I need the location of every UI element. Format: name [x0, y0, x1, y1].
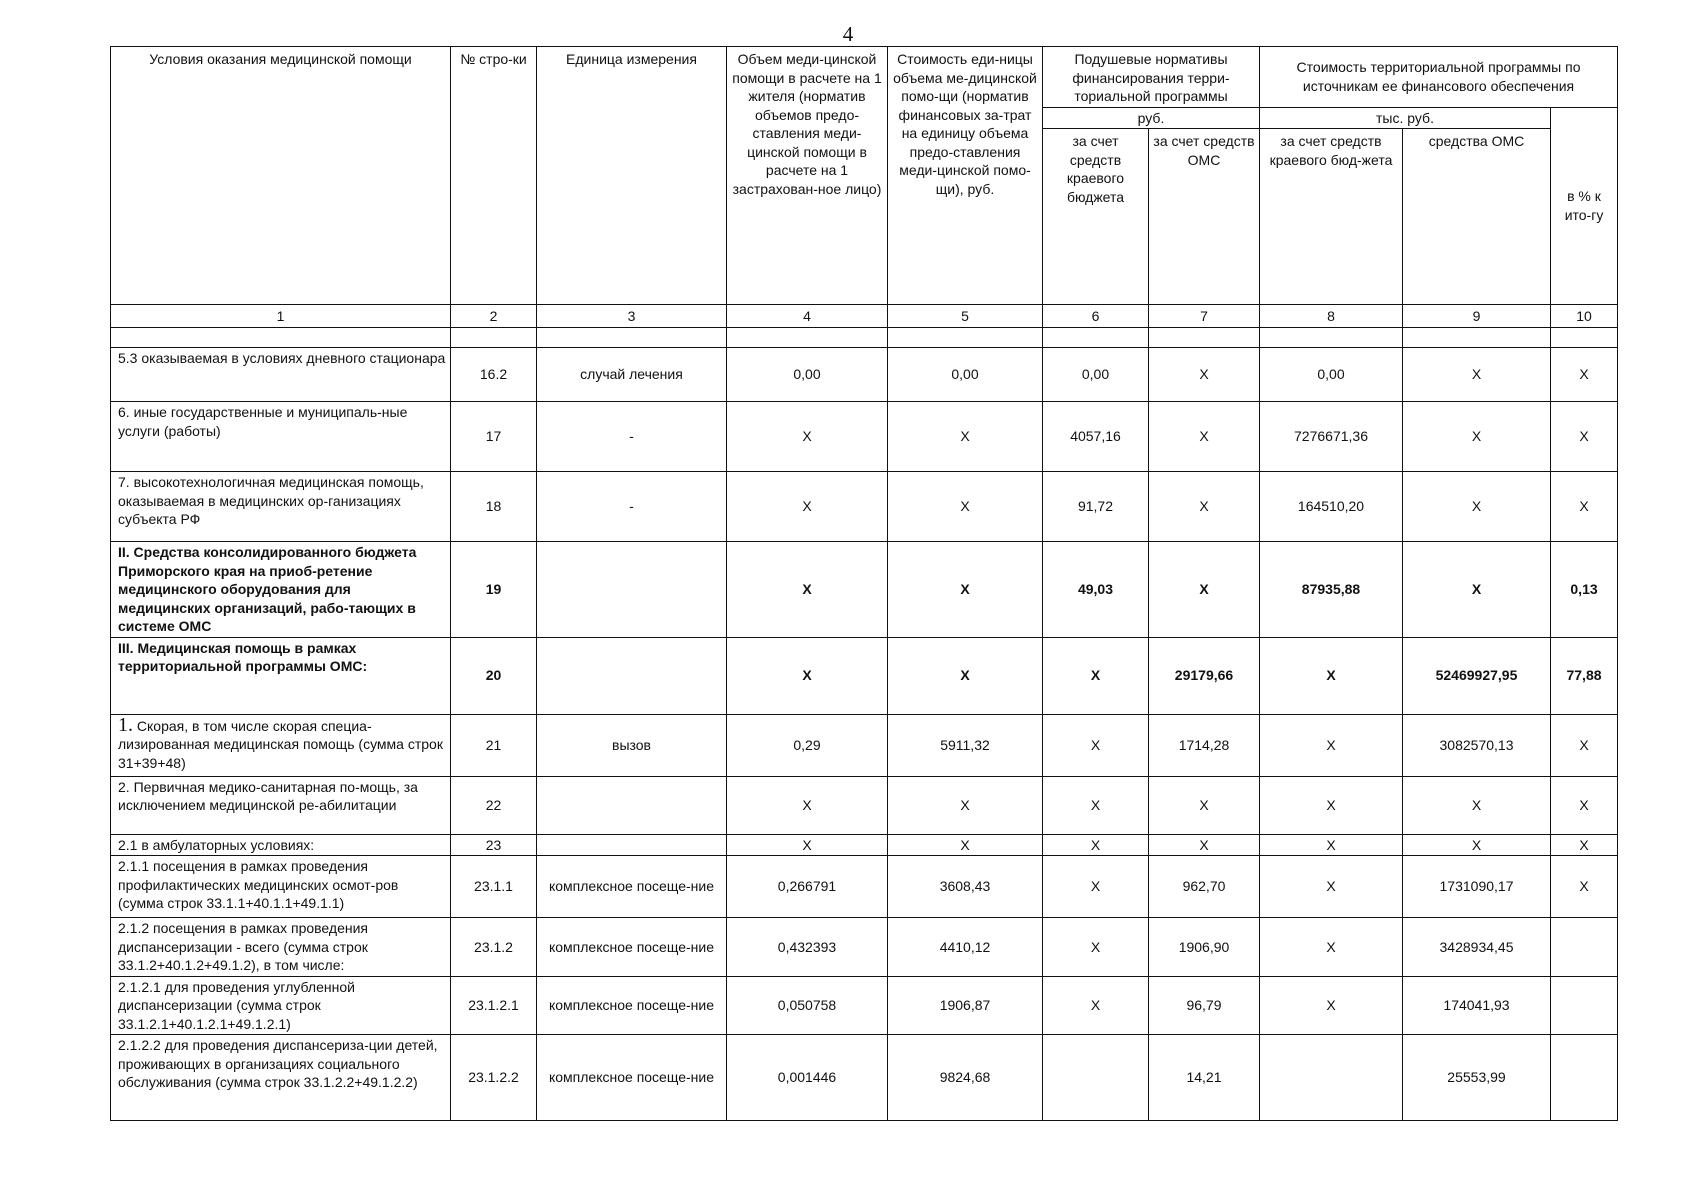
volume-cell: 0,050758 [727, 976, 888, 1035]
blank-row [111, 328, 1618, 348]
volume-cell: 0,00 [727, 348, 888, 402]
unit-cost-cell: Х [888, 402, 1043, 472]
line-number-cell: 23.1.2.2 [451, 1035, 537, 1121]
unit-cell: комплексное посеще-ние [537, 918, 727, 977]
percent-cell: 77,88 [1551, 637, 1618, 714]
oms-rub-cell: 14,21 [1149, 1035, 1260, 1121]
unit-cell [537, 637, 727, 714]
oms-thousand-cell: 1731090,17 [1403, 856, 1551, 918]
unit-cost-cell: 5911,32 [888, 714, 1043, 776]
column-number: 8 [1260, 305, 1403, 328]
oms-rub-cell: 962,70 [1149, 856, 1260, 918]
percent-cell [1551, 1035, 1618, 1121]
column-number: 7 [1149, 305, 1260, 328]
oms-rub-cell: Х [1149, 542, 1260, 638]
volume-cell: 0,432393 [727, 918, 888, 977]
oms-thousand-cell: 3082570,13 [1403, 714, 1551, 776]
program-cost-table [110, 46, 1618, 1121]
line-number-cell: 23.1.2 [451, 918, 537, 977]
oms-rub-cell: Х [1149, 348, 1260, 402]
line-number-cell: 21 [451, 714, 537, 776]
blank-cell [451, 328, 537, 348]
volume-cell: Х [727, 402, 888, 472]
line-number-cell: 23.1.2.1 [451, 976, 537, 1035]
oms-rub-cell: 29179,66 [1149, 637, 1260, 714]
column-number: 4 [727, 305, 888, 328]
table-row [111, 714, 1618, 776]
regional-budget-thousand-cell: Х [1260, 714, 1403, 776]
blank-cell [1149, 328, 1260, 348]
row-label-cell [111, 714, 451, 776]
regional-budget-thousand-cell: Х [1260, 637, 1403, 714]
row-label: 2.1.2 посещения в рамках проведения диспансеризации - всего (сумма строк 33.1.2+40.1.2+49.1.2), в том числе: [118, 920, 368, 973]
percent-cell: Х [1551, 776, 1618, 834]
blank-cell [1043, 328, 1149, 348]
regional-budget-thousand-cell: Х [1260, 856, 1403, 918]
regional-budget-rub-cell: Х [1043, 776, 1149, 834]
blank-cell [1403, 328, 1551, 348]
unit-cell: - [537, 472, 727, 542]
oms-thousand-cell: Х [1403, 472, 1551, 542]
unit-cell: - [537, 402, 727, 472]
percent-cell: Х [1551, 402, 1618, 472]
oms-thousand-cell: 52469927,95 [1403, 637, 1551, 714]
regional-budget-thousand-cell: 87935,88 [1260, 542, 1403, 638]
table-row [111, 472, 1618, 542]
unit-cell: случай лечения [537, 348, 727, 402]
row-label-cell [111, 402, 451, 472]
row-label-cell [111, 776, 451, 834]
row-label-cell [111, 472, 451, 542]
column-number: 3 [537, 305, 727, 328]
header-oms-thousand: средства ОМС [1403, 129, 1551, 305]
oms-rub-cell: Х [1149, 776, 1260, 834]
header-per-capita-norms: Подушевые нормативы финансирования терри-ториальной программы [1043, 47, 1260, 108]
column-number: 6 [1043, 305, 1149, 328]
header-percent-of-total: в % к ито-гу [1551, 107, 1618, 305]
regional-budget-rub-cell: 49,03 [1043, 542, 1149, 638]
regional-budget-rub-cell: Х [1043, 918, 1149, 977]
page-number: 4 [842, 22, 854, 46]
regional-budget-thousand-cell: 0,00 [1260, 348, 1403, 402]
regional-budget-thousand-cell: 7276671,36 [1260, 402, 1403, 472]
column-number: 1 [111, 305, 451, 328]
row-label: 2. Первичная медико-санитарная по-мощь, за исключением медицинской ре-абилитации [118, 778, 418, 813]
row-label: II. Средства консолидированного бюджета Приморского края на приоб-ретение медицинского оборудования для медицинских организаций, рабо-тающих в системе ОМС [118, 544, 417, 634]
regional-budget-rub-cell: Х [1043, 976, 1149, 1035]
oms-thousand-cell: 3428934,45 [1403, 918, 1551, 977]
header-regional-budget-thousand: за счет средств краевого бюд-жета [1260, 129, 1403, 305]
line-number-cell: 16.2 [451, 348, 537, 402]
row-label-cell [111, 976, 451, 1035]
table-row [111, 348, 1618, 402]
line-number-cell: 19 [451, 542, 537, 638]
volume-cell: 0,266791 [727, 856, 888, 918]
oms-thousand-cell: Х [1403, 348, 1551, 402]
regional-budget-thousand-cell: Х [1260, 834, 1403, 856]
column-number: 2 [451, 305, 537, 328]
unit-cell [537, 834, 727, 856]
unit-cost-cell: Х [888, 776, 1043, 834]
volume-cell: 0,29 [727, 714, 888, 776]
regional-budget-thousand-cell: Х [1260, 776, 1403, 834]
unit-cost-cell: Х [888, 834, 1043, 856]
oms-rub-cell: 96,79 [1149, 976, 1260, 1035]
volume-cell: Х [727, 637, 888, 714]
row-label: 6. иные государственные и муниципаль-ные услуги (работы) [118, 404, 408, 439]
oms-thousand-cell: 25553,99 [1403, 1035, 1551, 1121]
row-label-cell [111, 637, 451, 714]
percent-cell [1551, 976, 1618, 1035]
header-unit: Единица измерения [537, 47, 727, 305]
unit-cell [537, 542, 727, 638]
percent-cell: Х [1551, 714, 1618, 776]
unit-cell: вызов [537, 714, 727, 776]
row-label: 7. высокотехнологичная медицинская помощь, оказываемая в медицинских ор-ганизациях субъекта РФ [118, 474, 424, 527]
line-number-cell: 18 [451, 472, 537, 542]
oms-thousand-cell: Х [1403, 402, 1551, 472]
percent-cell: Х [1551, 856, 1618, 918]
header-program-cost: Стоимость территориальной программы по источникам ее финансового обеспечения [1260, 47, 1618, 108]
blank-cell [888, 328, 1043, 348]
oms-rub-cell: 1714,28 [1149, 714, 1260, 776]
blank-cell [111, 328, 451, 348]
row-label: 2.1.1 посещения в рамках проведения профилактических медицинских осмот-ров (сумма строк 33.1.1+40.1.1+49.1.1) [118, 858, 399, 911]
blank-cell [1551, 328, 1618, 348]
header-oms-rub: за счет средств ОМС [1149, 129, 1260, 305]
regional-budget-thousand-cell: Х [1260, 918, 1403, 977]
row-label-cell [111, 918, 451, 977]
line-number-cell: 20 [451, 637, 537, 714]
header-regional-budget-rub: за счет средств краевого бюджета [1043, 129, 1149, 305]
column-number: 10 [1551, 305, 1618, 328]
column-number: 5 [888, 305, 1043, 328]
row-label-cell [111, 542, 451, 638]
oms-thousand-cell: Х [1403, 834, 1551, 856]
row-label-cell [111, 348, 451, 402]
regional-budget-rub-cell: Х [1043, 856, 1149, 918]
unit-cost-cell: 3608,43 [888, 856, 1043, 918]
line-number-cell: 22 [451, 776, 537, 834]
oms-thousand-cell: Х [1403, 776, 1551, 834]
table-row [111, 402, 1618, 472]
regional-budget-rub-cell: 4057,16 [1043, 402, 1149, 472]
row-label-cell [111, 856, 451, 918]
unit-cell: комплексное посеще-ние [537, 1035, 727, 1121]
percent-cell: Х [1551, 472, 1618, 542]
line-number-cell: 17 [451, 402, 537, 472]
unit-cell: комплексное посеще-ние [537, 976, 727, 1035]
row-label: 5.3 оказываемая в условиях дневного стационара [118, 350, 446, 366]
oms-rub-cell: Х [1149, 472, 1260, 542]
regional-budget-thousand-cell: 164510,20 [1260, 472, 1403, 542]
unit-cost-cell: 0,00 [888, 348, 1043, 402]
row-label: 2.1 в амбулаторных условиях: [118, 836, 315, 853]
row-label-cell [111, 834, 451, 856]
row-label-number: 1. [118, 714, 133, 736]
oms-rub-cell: 1906,90 [1149, 918, 1260, 977]
line-number-cell: 23 [451, 834, 537, 856]
table-row [111, 637, 1618, 714]
table-row [111, 856, 1618, 918]
table-row [111, 776, 1618, 834]
regional-budget-thousand-cell [1260, 1035, 1403, 1121]
header-unit-rub: руб. [1043, 107, 1260, 129]
regional-budget-rub-cell: Х [1043, 714, 1149, 776]
regional-budget-rub-cell: 91,72 [1043, 472, 1149, 542]
percent-cell: Х [1551, 348, 1618, 402]
regional-budget-rub-cell: 0,00 [1043, 348, 1149, 402]
percent-cell: 0,13 [1551, 542, 1618, 638]
regional-budget-rub-cell: Х [1043, 834, 1149, 856]
percent-cell [1551, 918, 1618, 977]
unit-cell [537, 776, 727, 834]
unit-cost-cell: 9824,68 [888, 1035, 1043, 1121]
oms-thousand-cell: Х [1403, 542, 1551, 638]
blank-cell [1260, 328, 1403, 348]
table-row [111, 918, 1618, 977]
volume-cell: Х [727, 472, 888, 542]
oms-rub-cell: Х [1149, 402, 1260, 472]
row-label: III. Медицинская помощь в рамках территориальной программы ОМС: [118, 639, 368, 674]
line-number-cell: 23.1.1 [451, 856, 537, 918]
row-label: 2.1.2.1 для проведения углубленной диспансеризации (сумма строк 33.1.2.1+40.1.2.1+49.1.2.1) [118, 978, 355, 1032]
blank-cell [537, 328, 727, 348]
unit-cost-cell: 4410,12 [888, 918, 1043, 977]
unit-cell: комплексное посеще-ние [537, 856, 727, 918]
volume-cell: Х [727, 834, 888, 856]
table-row [111, 542, 1618, 638]
unit-cost-cell: 1906,87 [888, 976, 1043, 1035]
volume-cell: 0,001446 [727, 1035, 888, 1121]
header-unit-cost: Стоимость еди-ницы объема ме-дицинской помо-щи (норматив финансовых за-трат на единицу объема предо-ставления меди-цинской помо-щи), руб. [888, 47, 1043, 305]
table-row [111, 976, 1618, 1035]
volume-cell: Х [727, 776, 888, 834]
oms-rub-cell: Х [1149, 834, 1260, 856]
regional-budget-rub-cell [1043, 1035, 1149, 1121]
row-label: 2.1.2.2 для проведения диспансериза-ции детей, проживающих в организациях социального обслуживания (сумма строк 33.1.2.2+49.1.2.2) [118, 1037, 438, 1090]
volume-cell: Х [727, 542, 888, 638]
table-row [111, 834, 1618, 856]
header-unit-thousand-rub: тыс. руб. [1260, 107, 1551, 129]
regional-budget-rub-cell: Х [1043, 637, 1149, 714]
table-body [111, 348, 1618, 1121]
row-label: Скорая, в том числе скорая специа-лизированная медицинская помощь (сумма строк 31+39+48) [118, 717, 443, 771]
row-label-cell [111, 1035, 451, 1121]
oms-thousand-cell: 174041,93 [1403, 976, 1551, 1035]
header-volume: Объем меди-цинской помощи в расчете на 1 жителя (норматив объемов предо-ставления меди-цинской помощи в расчете на 1 застрахован-ное лицо) [727, 47, 888, 305]
header-conditions: Условия оказания медицинской помощи [111, 47, 451, 305]
unit-cost-cell: Х [888, 637, 1043, 714]
table-row [111, 1035, 1618, 1121]
table-header [111, 47, 1618, 305]
unit-cost-cell: Х [888, 472, 1043, 542]
column-number-row [111, 305, 1618, 348]
regional-budget-thousand-cell: Х [1260, 976, 1403, 1035]
column-number: 9 [1403, 305, 1551, 328]
percent-cell: Х [1551, 834, 1618, 856]
unit-cost-cell: Х [888, 542, 1043, 638]
header-line-number: № стро-ки [451, 47, 537, 305]
blank-cell [727, 328, 888, 348]
